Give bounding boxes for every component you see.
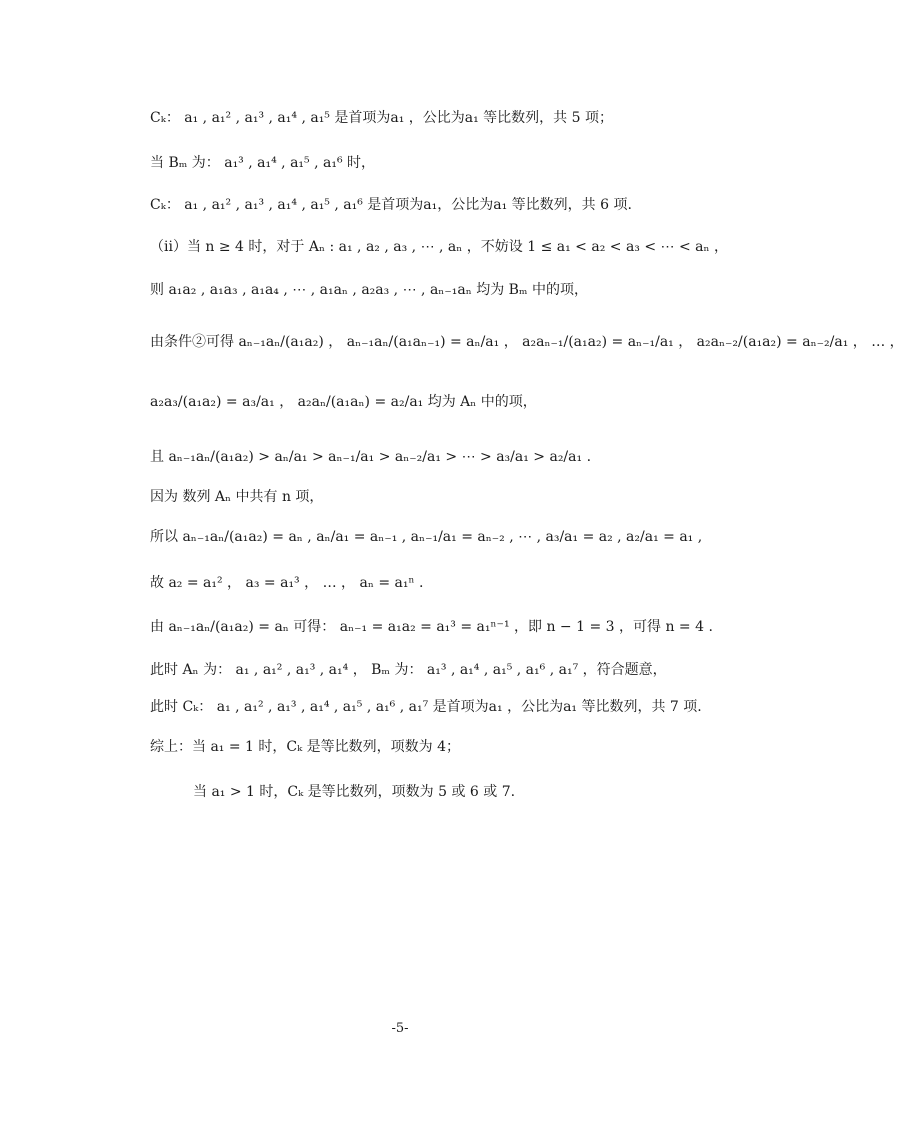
solution-line-3: Cₖ： a₁ , a₁² , a₁³ , a₁⁴ , a₁⁵ , a₁⁶ 是首项为a₁，公比为a₁ 等比数列，共 6 项.: [150, 197, 632, 213]
solution-line-7: a₂a₃/(a₁a₂) = a₃/a₁ ， a₂aₙ/(a₁aₙ) = a₂/a₁ 均为 Aₙ 中的项，: [150, 394, 537, 410]
solution-line-8: 且 aₙ₋₁aₙ/(a₁a₂) > aₙ/a₁ > aₙ₋₁/a₁ > aₙ₋₂/a₁ > ⋯ > a₃/a₁ > a₂/a₁ .: [150, 449, 592, 465]
solution-line-9: 因为 数列 Aₙ 中共有 n 项，: [150, 489, 324, 505]
solution-line-2: 当 Bₘ 为： a₁³ , a₁⁴ , a₁⁵ , a₁⁶ 时，: [150, 155, 376, 171]
solution-line-11: 故 a₂ = a₁² ， a₃ = a₁³ ， … ， aₙ = a₁ⁿ .: [150, 575, 424, 591]
solution-line-6: 由条件②可得 aₙ₋₁aₙ/(a₁a₂) ， aₙ₋₁aₙ/(a₁aₙ₋₁) = aₙ/a₁ ， a₂aₙ₋₁/(a₁a₂) = aₙ₋₁/a₁ ， a₂aₙ₋₂/(a₁a₂) = aₙ₋₂/a₁ ， … ，: [150, 334, 904, 350]
conclusion-line-2: 当 a₁ > 1 时，Cₖ 是等比数列，项数为 5 或 6 或 7.: [193, 784, 516, 800]
solution-line-10: 所以 aₙ₋₁aₙ/(a₁a₂) = aₙ , aₙ/a₁ = aₙ₋₁ , aₙ₋₁/a₁ = aₙ₋₂ , ⋯ , a₃/a₁ = a₂ , a₂/a₁ = a₁ ,: [150, 529, 703, 545]
solution-line-14: 此时 Cₖ： a₁ , a₁² , a₁³ , a₁⁴ , a₁⁵ , a₁⁶ , a₁⁷ 是首项为a₁ ，公比为a₁ 等比数列，共 7 项.: [150, 699, 702, 715]
solution-line-1: Cₖ： a₁ , a₁² , a₁³ , a₁⁴ , a₁⁵ 是首项为a₁ ，公比为a₁ 等比数列，共 5 项；: [150, 110, 613, 126]
solution-line-4: （ii）当 n ≥ 4 时，对于 Aₙ : a₁ , a₂ , a₃ , ⋯ , aₙ ，不妨设 1 ≤ a₁ < a₂ < a₃ < ⋯ < aₙ ，: [150, 239, 729, 255]
solution-line-13: 此时 Aₙ 为： a₁ , a₁² , a₁³ , a₁⁴ ， Bₘ 为： a₁³ , a₁⁴ , a₁⁵ , a₁⁶ , a₁⁷ ，符合题意，: [150, 662, 667, 678]
solution-line-5: 则 a₁a₂ , a₁a₃ , a₁a₄ , ⋯ , a₁aₙ , a₂a₃ , ⋯ , aₙ₋₁aₙ 均为 Bₘ 中的项，: [150, 282, 588, 298]
conclusion-line-1: 综上：当 a₁ = 1 时，Cₖ 是等比数列，项数为 4；: [150, 739, 461, 755]
solution-line-12: 由 aₙ₋₁aₙ/(a₁a₂) = aₙ 可得： aₙ₋₁ = a₁a₂ = a₁³ = a₁ⁿ⁻¹ ，即 n − 1 = 3 ，可得 n = 4 .: [150, 619, 713, 635]
page-number: -5-: [391, 1021, 409, 1036]
